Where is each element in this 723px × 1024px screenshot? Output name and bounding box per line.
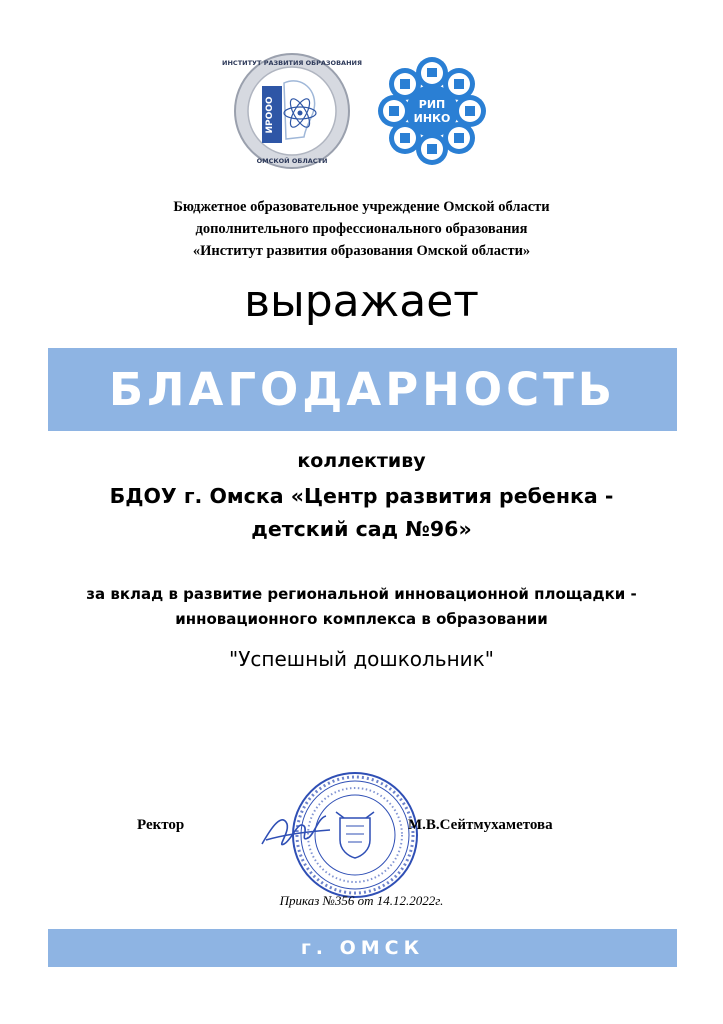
iroo-logo-ring-bottom: ОМСКОЙ ОБЛАСТИ	[256, 157, 328, 165]
footer-banner	[48, 929, 677, 967]
verb-heading: выражает	[244, 276, 479, 327]
certificate-title: БЛАГОДАРНОСТЬ	[108, 363, 617, 416]
signatory-name: М.В.Сейтмухаметова	[408, 817, 553, 833]
organization-header	[0, 196, 723, 262]
iroo-logo-text: ИРООО	[265, 96, 275, 134]
logos-row	[0, 48, 723, 174]
title-banner	[48, 348, 677, 431]
order-reference: Приказ №356 от 14.12.2022г.	[279, 893, 444, 908]
handwritten-signature	[256, 800, 336, 860]
project-name: "Успешный дошкольник"	[229, 647, 494, 671]
reason-line-2: инновационного комплекса в образовании	[175, 610, 548, 628]
rip-logo-line1: РИП	[418, 98, 446, 111]
rip-logo-line2: ИНКО	[413, 112, 451, 125]
reason-line-1: за вклад в развитие региональной инновационной площадки -	[86, 585, 637, 603]
org-line-1: Бюджетное образовательное учреждение Омской области	[173, 199, 550, 215]
rip-inko-logo	[378, 57, 486, 165]
recipient-label: коллективу	[297, 450, 426, 472]
org-line-3: «Институт развития образования Омской области»	[192, 243, 531, 259]
iroo-logo-ring-top: ИНСТИТУТ РАЗВИТИЯ ОБРАЗОВАНИЯ	[222, 59, 362, 67]
recipient-name: БДОУ г. Омска «Центр развития ребенка - детский сад №96»	[109, 484, 614, 541]
org-line-2: дополнительного профессионального образования	[195, 221, 528, 237]
iroo-logo	[222, 54, 362, 168]
footer-city: г. ОМСК	[300, 937, 425, 959]
signatory-role: Ректор	[137, 817, 185, 833]
reason-text	[50, 582, 673, 632]
